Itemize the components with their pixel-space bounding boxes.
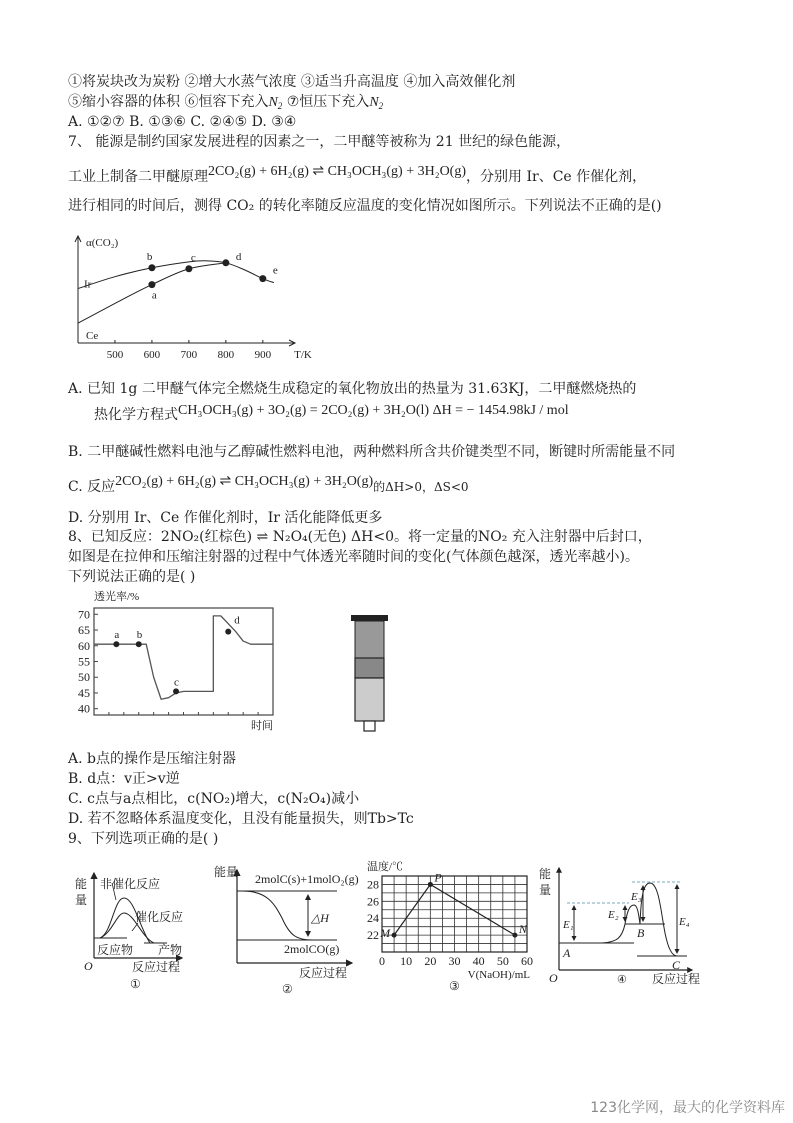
x-tick-label: 20	[424, 954, 437, 968]
product-label: 2molCO(g)	[284, 942, 340, 956]
leader-line	[132, 923, 138, 931]
q7-stem-line1: 7、 能源是制约国家发展进程的因素之一，二甲醚等被称为 21 世纪的绿色能源，	[68, 134, 571, 150]
x-tick-label: 30	[448, 954, 461, 968]
data-point-d	[222, 259, 229, 266]
origin-label: O	[549, 971, 558, 985]
data-point-a	[148, 281, 155, 288]
x-tick-label: 50	[496, 954, 509, 968]
q7-equation: 2CO₂(g) + 6H₂(g) ⇌ CH₃OCH₃(g) + 3H₂O(g)	[208, 164, 467, 179]
e2-label: E₂	[608, 909, 619, 921]
y-label: 量	[75, 893, 88, 907]
q7-option-b: B. 二甲醚碱性燃料电池与乙醇碱性燃料电池，两种燃料所含共价键类型不同，断键时所需能量不同	[68, 444, 676, 460]
n2-symbol: $N_2$	[369, 95, 384, 111]
data-point-P	[428, 882, 433, 887]
q9-figure-3	[365, 858, 540, 993]
y-label: 能	[75, 877, 88, 891]
q9-figure-2	[212, 858, 367, 996]
catalyzed-label: 催化反应	[135, 910, 184, 924]
y-label: 能	[539, 867, 552, 881]
y-tick-label: 65	[78, 623, 90, 638]
x-label: 反应过程	[132, 960, 181, 974]
origin-label: O	[84, 959, 93, 973]
q7-option-c-suffix: 的ΔH>0，ΔS<0	[373, 480, 469, 494]
x-tick-label: 10	[400, 954, 413, 968]
syringe-plunger	[355, 621, 384, 658]
transmittance-line	[94, 616, 273, 699]
figure-number: ③	[449, 979, 460, 993]
point-label-c: c	[174, 676, 179, 689]
x-tick-label: 0	[379, 954, 385, 968]
x-tick-label: 800	[217, 349, 235, 361]
q8-option-d: D. 若不忽略体系温度变化，且没有能量损失，则Tb>Tc	[68, 811, 414, 827]
x-tick-label: 60	[521, 954, 533, 968]
x-tick-label: 40	[472, 954, 485, 968]
q9-stem: 9、下列选项正确的是( )	[68, 831, 219, 847]
x-tick-label: 700	[180, 349, 198, 361]
q9-figure-4	[537, 858, 707, 993]
point-label-M: M	[380, 926, 391, 941]
y-axis-label: 透光率/%	[94, 591, 140, 603]
reactant-label: 反应物	[97, 943, 134, 957]
y-tick-label: 26	[367, 894, 379, 909]
q8-transmittance-chart	[70, 588, 285, 733]
label-a: A	[563, 946, 571, 960]
data-point-c	[185, 265, 192, 272]
y-label: 能量	[214, 865, 239, 879]
delta-h-label: △H	[311, 911, 329, 925]
q7-option-d: D. 分别用 Ir、Ce 作催化剂时，Ir 活化能降低更多	[68, 510, 383, 526]
point-label-e: e	[272, 264, 278, 277]
q8-stem-line1: 8、已知反应：2NO₂(红棕色) ⇌ N₂O₄(无色) ΔH<0。将一定量的NO₂ 充入注射器中后封口，	[68, 529, 652, 545]
q7-option-c	[68, 474, 469, 497]
q7-stem-line2	[68, 164, 647, 187]
q7-option-a-equation: CH₃OCH₃(g) + 3O₂(g) = 2CO₂(g) + 3H₂O(l) ΔH = − 1454.98kJ / mol	[178, 403, 569, 418]
q6-options-line1: ①将炭块改为炭粉 ②增大水蒸气浓度 ③适当升高温度 ④加入高效催化剂	[68, 74, 516, 90]
data-point-b	[148, 264, 155, 271]
q7-option-a-line1: A. 已知 1g 二甲醚气体完全燃烧生成稳定的氧化物放出的热量为 31.63KJ，二甲醚燃烧热的	[68, 381, 637, 397]
reactant-label: 2molC(s)+1molO₂(g)	[255, 872, 359, 886]
energy-curve	[242, 891, 312, 940]
x-tick-label: 500	[106, 349, 124, 361]
q7-option-c-equation: 2CO₂(g) + 6H₂(g) ⇌ CH₃OCH₃(g) + 3H₂O(g)	[115, 474, 374, 489]
e4-label: E₄	[679, 916, 690, 928]
figure-number: ④	[617, 974, 627, 986]
x-axis-label: 时间	[251, 720, 273, 732]
x-axis-label: T/K	[294, 349, 312, 361]
point-label-b: b	[136, 629, 143, 642]
point-label-d: d	[235, 250, 242, 263]
x-label: 反应过程	[652, 972, 701, 986]
point-label-a: a	[151, 289, 157, 302]
figure-number: ②	[282, 982, 293, 996]
data-point-b	[136, 641, 142, 647]
syringe-gas-chamber	[355, 678, 384, 721]
series-line-ir	[78, 261, 274, 289]
label-b: B	[637, 926, 645, 940]
syringe-seal	[355, 658, 384, 678]
q8-option-a: A. b点的操作是压缩注射器	[68, 751, 236, 767]
product-label: 产物	[158, 943, 183, 957]
data-point-d	[225, 629, 231, 635]
y-tick-label: 70	[78, 607, 90, 622]
point-label-b: b	[146, 250, 153, 263]
x-tick-label: 900	[254, 349, 272, 361]
q6-opt-7: ⑦恒压下充入	[286, 94, 370, 110]
q6-options-line2	[68, 93, 383, 112]
y-tick-label: 50	[78, 670, 90, 685]
syringe-tip	[364, 721, 375, 731]
y-tick-label: 55	[78, 654, 90, 669]
point-label-N: N	[518, 922, 527, 937]
q7-option-a-line2	[94, 403, 569, 425]
q7-option-c-prefix: C. 反应	[68, 479, 116, 495]
q7-stem-prefix: 工业上制备二甲醚原理	[68, 169, 208, 185]
y-axis-label: α(CO₂)	[86, 237, 119, 249]
y-tick-label: 60	[78, 638, 90, 653]
y-tick-label: 24	[367, 911, 379, 926]
data-point-c	[173, 688, 179, 694]
point-label-d: d	[234, 614, 240, 627]
q7-option-a-prefix: 热化学方程式	[94, 407, 178, 423]
y-tick-label: 40	[78, 701, 90, 716]
x-tick-label: 600	[143, 349, 161, 361]
series-label-ir: Ir	[84, 278, 92, 291]
point-label-c: c	[190, 251, 196, 264]
q6-opt-5-6: ⑤缩小容器的体积 ⑥恒容下充入	[68, 94, 269, 110]
point-label-a: a	[114, 629, 120, 642]
data-point-M	[392, 933, 397, 938]
y-tick-label: 45	[78, 685, 90, 700]
data-point-e	[259, 275, 266, 282]
q7-stem-line3: 进行相同的时间后，测得 CO₂ 的转化率随反应温度的变化情况如图所示。下列说法不正确的是()	[68, 198, 662, 214]
q8-option-c: C. c点与a点相比，c(NO₂)增大，c(N₂O₄)减小	[68, 791, 360, 807]
q8-stem-line3: 下列说法正确的是( )	[68, 569, 196, 585]
q8-option-b: B. d点：v正>v逆	[68, 771, 180, 787]
syringe-image	[345, 612, 395, 737]
e3-label: E₃	[631, 891, 642, 903]
x-axis-label: V(NaOH)/mL	[467, 969, 530, 981]
q6-choices: A. ①②⑦ B. ①③⑥ C. ②④⑤ D. ③④	[68, 114, 297, 130]
series-label-ce: Ce	[86, 330, 99, 343]
q7-stem-suffix: ，分别用 Ir、Ce 作催化剂，	[466, 169, 647, 185]
e1-label: E₁	[563, 919, 574, 931]
figure-number: ①	[130, 977, 141, 991]
y-tick-label: 28	[367, 877, 379, 892]
y-axis-label: 温度/℃	[367, 861, 404, 873]
q7-conversion-chart	[60, 226, 310, 366]
x-label: 反应过程	[299, 966, 348, 980]
footer-watermark: 123化学网，最大的化学资料库	[590, 1100, 785, 1116]
q8-stem-line2: 如图是在拉伸和压缩注射器的过程中气体透光率随时间的变化(气体颜色越深，透光率越小)。	[68, 549, 639, 565]
plot-frame	[94, 608, 273, 715]
label-c: C	[672, 958, 681, 972]
y-tick-label: 22	[367, 928, 379, 943]
n2-symbol: $N_2$	[268, 95, 283, 111]
data-point-a	[113, 641, 119, 647]
data-point-N	[512, 933, 517, 938]
point-label-P: P	[434, 870, 442, 885]
syringe-plunger-cap	[351, 615, 388, 621]
q9-figure-1	[72, 858, 197, 993]
uncatalyzed-label: 非催化反应	[100, 877, 161, 891]
y-label: 量	[539, 883, 552, 897]
